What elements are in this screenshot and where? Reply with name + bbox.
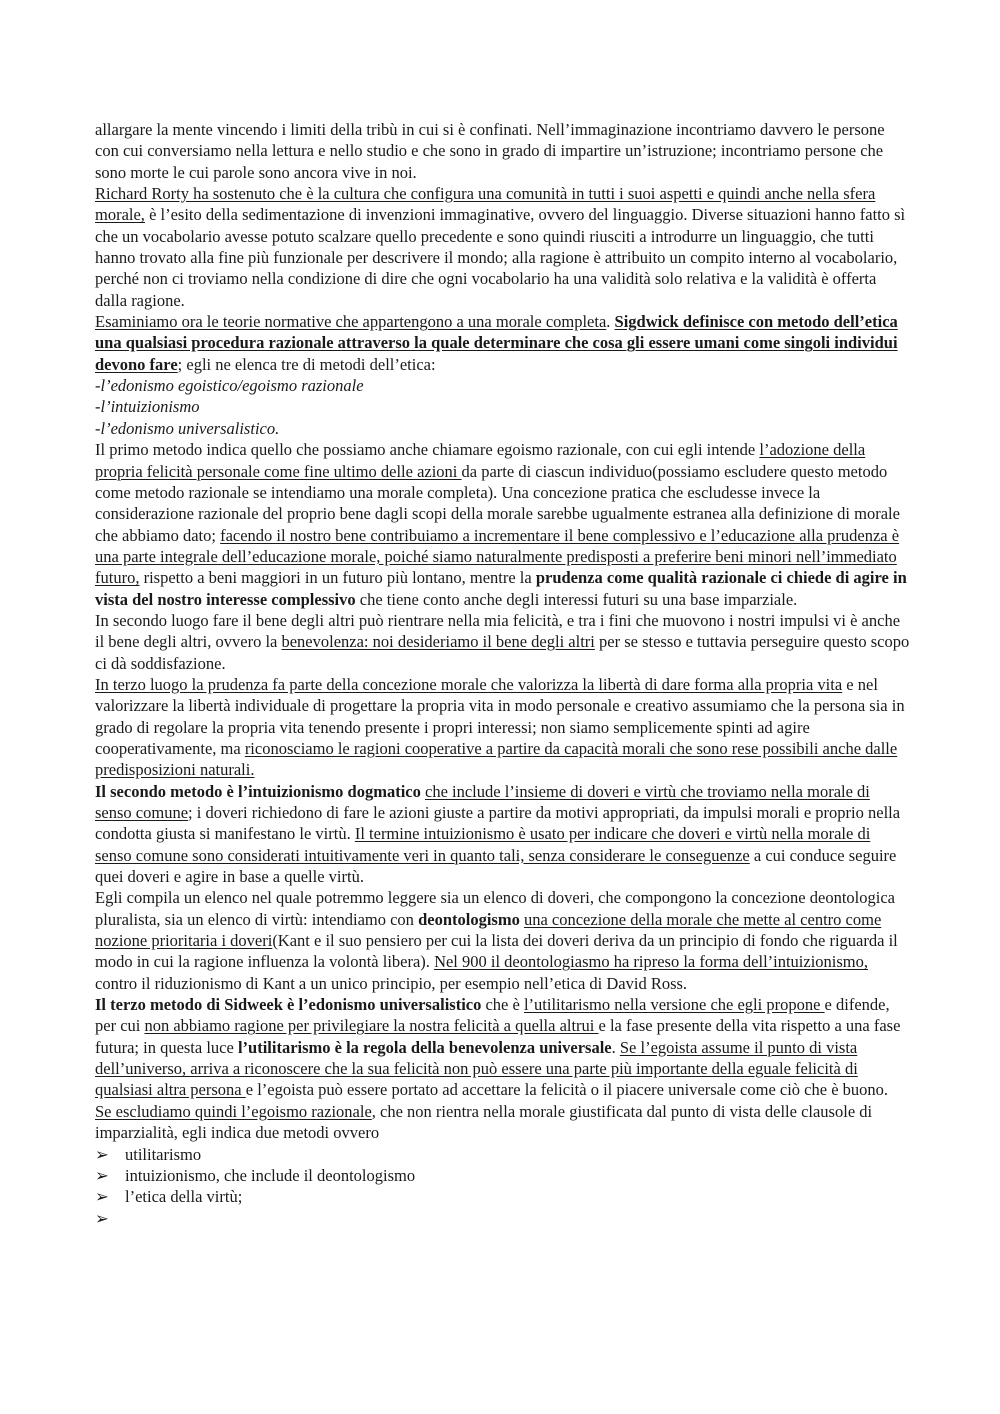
- arrow-bullet-icon: ➢: [95, 1187, 109, 1207]
- paragraph: [95, 119, 910, 183]
- text-run: per se stesso e tuttavia perseguire questo scopo ci dà soddisfazione.: [95, 632, 910, 673]
- paragraph: [95, 439, 910, 610]
- text-run: , che non rientra nella morale giustificata dal punto di vista delle clausole di imparzialità, egli indica due metodi ovvero: [95, 1101, 873, 1143]
- text-run: Il primo metodo indica quello che possiamo anche chiamare egoismo razionale, con cui egli intende: [95, 440, 760, 460]
- underlined-text: Esaminiamo ora le teorie normative che appartengono a una morale completa: [95, 312, 607, 332]
- text-run: allargare la mente vincendo i limiti della tribù in cui si è confinati. Nell’immaginazione incontriamo davvero le persone con cui conversiamo nella lettura e nello studio e che sono in grado di impartire un’istruzione; incontriamo persone che sono morte le cui parole sono ancora vive in noi.: [95, 120, 885, 182]
- underlined-text: facendo il nostro bene contribuiamo a incrementare il bene complessivo e l’educazione alla prudenza è una parte integrale dell’educazione morale, poiché siamo naturalmente predisposti a preferire beni minori nell’immediato futuro,: [95, 525, 900, 588]
- text-run: ; egli ne elenca tre di metodi dell’etica:: [177, 354, 436, 374]
- bold-text: Sigdwick definisce con metodo dell’etica una qualsiasi procedura razionale attraverso la quale determinare che cosa gli essere umani come singoli individui devono fare: [95, 312, 898, 374]
- underlined-text: Nel 900 il deontologiasmo ha ripreso la forma dell’intuizionismo,: [434, 952, 869, 972]
- bullet-list: [95, 1144, 910, 1229]
- paragraph: [95, 396, 910, 417]
- text-run: a cui conduce seguire quei doveri e agire in base a quelle virtù.: [95, 845, 897, 887]
- italic-text: -l’intuizionismo: [95, 397, 200, 417]
- document-page: [95, 119, 910, 1229]
- list-item: [95, 1165, 910, 1186]
- arrow-bullet-icon: ➢: [95, 1144, 109, 1164]
- text-run: che tiene conto anche degli interessi futuri su una base imparziale.: [355, 589, 798, 609]
- underlined-text: l’adozione della propria felicità personale come fine ultimo delle azioni: [95, 440, 866, 481]
- italic-text: -l’edonismo universalistico.: [95, 418, 280, 438]
- text-run: è l’esito della sedimentazione di invenzioni immaginative, ovvero del linguaggio. Diverse situazioni hanno fatto sì che un vocabolario avesse potuto scalzare quello precedente e sono quindi riusciti a introdurre un linguaggio, che tutti hanno trovato alla fine più funzionale per descrivere il mondo; alla ragione è attribuito un compito interno al vocabolario, perché non ci troviamo nella condizione di dire che ogni vocabolario ha una validità solo relativa e la validità è offerta dalla ragione.: [95, 205, 906, 310]
- underlined-text: riconosciamo le ragioni cooperative a partire da capacità morali che sono rese possibili anche dalle predisposizioni naturali.: [95, 738, 898, 780]
- paragraph: [95, 781, 910, 888]
- underlined-text: Se escludiamo quindi l’egoismo razionale: [95, 1101, 372, 1121]
- text-run: contro il riduzionismo di Kant a un unico principio, per esempio nell’etica di David Ross.: [95, 973, 688, 993]
- paragraph: [95, 375, 910, 396]
- text-run: .: [606, 312, 615, 332]
- text-run: che è: [481, 995, 524, 1015]
- text-run: e l’egoista può essere portato ad accettare la felicità o il piacere universale come ciò che è buono.: [245, 1080, 889, 1100]
- list-item: [95, 1144, 910, 1165]
- italic-text: -l’edonismo egoistico/egoismo razionale: [95, 376, 364, 396]
- list-item-label: intuizionismo, che include il deontologismo: [125, 1165, 416, 1185]
- underlined-text: Richard Rorty ha sostenuto che è la cultura che configura una comunità in tutti i suoi aspetti e quindi anche nella sfera morale,: [95, 184, 876, 225]
- paragraph: [95, 994, 910, 1101]
- text-run: .: [611, 1037, 620, 1057]
- bold-text: prudenza come qualità razionale ci chiede di agire in vista del nostro interesse complessivo: [95, 568, 907, 609]
- text-run: ; i doveri richiedono di fare le azioni giuste a partire da motivi appropriati, da impulsi morali e proprio nella condotta giusta si manifestano le virtù.: [95, 803, 901, 844]
- text-run: e difende, per cui: [95, 995, 890, 1036]
- bold-text: deontologismo: [418, 909, 520, 929]
- paragraph: [95, 674, 910, 781]
- arrow-bullet-icon: ➢: [95, 1208, 109, 1228]
- paragraph: [95, 418, 910, 439]
- bold-text: l’utilitarismo è la regola della benevolenza universale: [237, 1037, 612, 1057]
- underlined-text: l’utilitarismo nella versione che egli propone: [523, 995, 825, 1015]
- document-body: [95, 119, 910, 1144]
- paragraph: [95, 183, 910, 311]
- underlined-text: una concezione della morale che mette al centro come nozione prioritaria i doveri: [95, 909, 882, 951]
- paragraph: [95, 887, 910, 994]
- list-item: [95, 1186, 910, 1207]
- list-item: [95, 1208, 910, 1229]
- text-run: e nel valorizzare la libertà individuale di progettare la propria vita in modo personale e creativo assumiamo che la persona sia in grado di regolare la propria vita tenendo presente i propri interessi; non siamo semplicemente spinti ad agire cooperativamente, ma: [95, 674, 905, 758]
- bold-text: Il terzo metodo di Sidweek è l’edonismo universalistico: [95, 995, 482, 1015]
- paragraph: [95, 311, 910, 375]
- paragraph: [95, 1101, 910, 1144]
- paragraph: [95, 610, 910, 674]
- text-run: In secondo luogo fare il bene degli altri può rientrare nella mia felicità, e tra i fini che muovono i nostri impulsi vi è anche il bene degli altri, ovvero la: [95, 610, 901, 652]
- underlined-text: che include l’insieme di doveri e virtù che troviamo nella morale di senso comune: [95, 781, 870, 822]
- underlined-text: non abbiamo ragione per privilegiare la nostra felicità a quella altrui: [144, 1016, 599, 1036]
- underlined-text: Il termine intuizionismo è usato per indicare che doveri e virtù nella morale di senso comune sono considerati intuitivamente veri in quanto tali, senza considerare le conseguenze: [95, 824, 871, 865]
- text-run: da parte di ciascun individuo(possiamo escludere questo metodo come metodo razionale se intendiamo una morale completa). Una concezione pratica che escludesse invece la considerazione razionale del proprio bene dagli scopi della morale sarebbe ugualmente estranea alla definizione di morale che abbiamo dato;: [95, 461, 900, 545]
- arrow-bullet-icon: ➢: [95, 1165, 109, 1185]
- list-item-label: l’etica della virtù;: [125, 1187, 243, 1207]
- underlined-text: In terzo luogo la prudenza fa parte della concezione morale che valorizza la libertà di dare forma alla propria vita: [95, 674, 843, 694]
- underlined-text: benevolenza: noi desideriamo il bene degli altri: [281, 632, 595, 652]
- text-run: (Kant e il suo pensiero per cui la lista dei doveri deriva da un principio di fondo che riguarda il modo in cui la ragione influenza la volontà libera).: [95, 931, 898, 972]
- text-run: rispetto a beni maggiori in un futuro più lontano, mentre la: [139, 568, 536, 588]
- text-run: Egli compila un elenco nel quale potremmo leggere sia un elenco di doveri, che compongono la concezione deontologica pluralista, sia un elenco di virtù: intendiamo con: [95, 888, 895, 929]
- bold-text: Il secondo metodo è l’intuizionismo dogmatico: [95, 781, 421, 801]
- list-item-label: utilitarismo: [125, 1144, 202, 1164]
- underlined-text: Se l’egoista assume il punto di vista dell’universo, arriva a riconoscere che la sua felicità non può essere una parte più importante della eguale felicità di qualsiasi altra persona: [95, 1037, 858, 1100]
- text-run: e la fase presente della vita rispetto a una fase futura; in questa luce: [95, 1016, 901, 1057]
